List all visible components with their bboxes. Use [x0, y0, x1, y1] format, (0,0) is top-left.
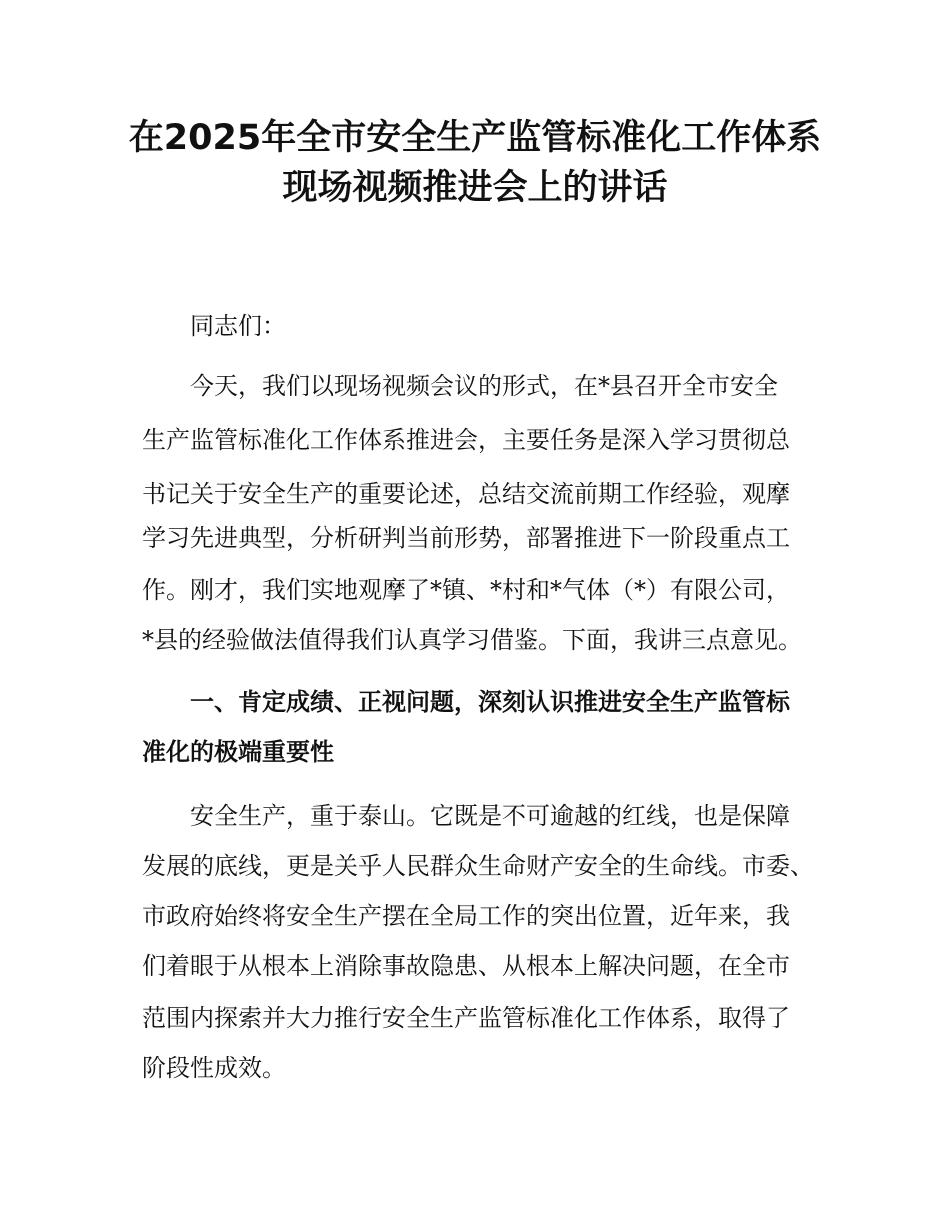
section-heading-line: 一、肯定成绩、正视问题，深刻认识推进安全生产监管标 [190, 688, 790, 716]
section-body-line: 范围内探索并大力推行安全生产监管标准化工作体系，取得了 [142, 1004, 790, 1032]
intro-line: 学习先进典型，分析研判当前形势，部署推进下一阶段重点工 [142, 524, 790, 552]
intro-line: *县的经验做法值得我们认真学习借鉴。下面，我讲三点意见。 [142, 626, 802, 654]
intro-line: 生产监管标准化工作体系推进会，主要任务是深入学习贯彻总 [142, 426, 790, 454]
section-body-line: 安全生产，重于泰山。它既是不可逾越的红线，也是保障 [190, 802, 790, 830]
section-body-line: 们着眼于从根本上消除事故隐患、从根本上解决问题，在全市 [142, 952, 790, 980]
intro-line: 作。刚才，我们实地观摩了*镇、*村和*气体（*）有限公司， [142, 576, 790, 604]
document-title-line-1: 在2025年全市安全生产监管标准化工作体系 [128, 118, 822, 158]
intro-line: 书记关于安全生产的重要论述，总结交流前期工作经验，观摩 [142, 480, 790, 508]
section-body-line: 发展的底线，更是关乎人民群众生命财产安全的生命线。市委、 [142, 852, 814, 880]
document-title-line-2: 现场视频推进会上的讲话 [282, 168, 668, 208]
section-body-line: 市政府始终将安全生产摆在全局工作的突出位置，近年来，我 [142, 902, 790, 930]
intro-line: 今天，我们以现场视频会议的形式，在*县召开全市安全 [190, 372, 778, 400]
section-heading-line: 准化的极端重要性 [142, 738, 334, 766]
salutation: 同志们： [190, 312, 286, 340]
section-body-line: 阶段性成效。 [142, 1054, 286, 1082]
